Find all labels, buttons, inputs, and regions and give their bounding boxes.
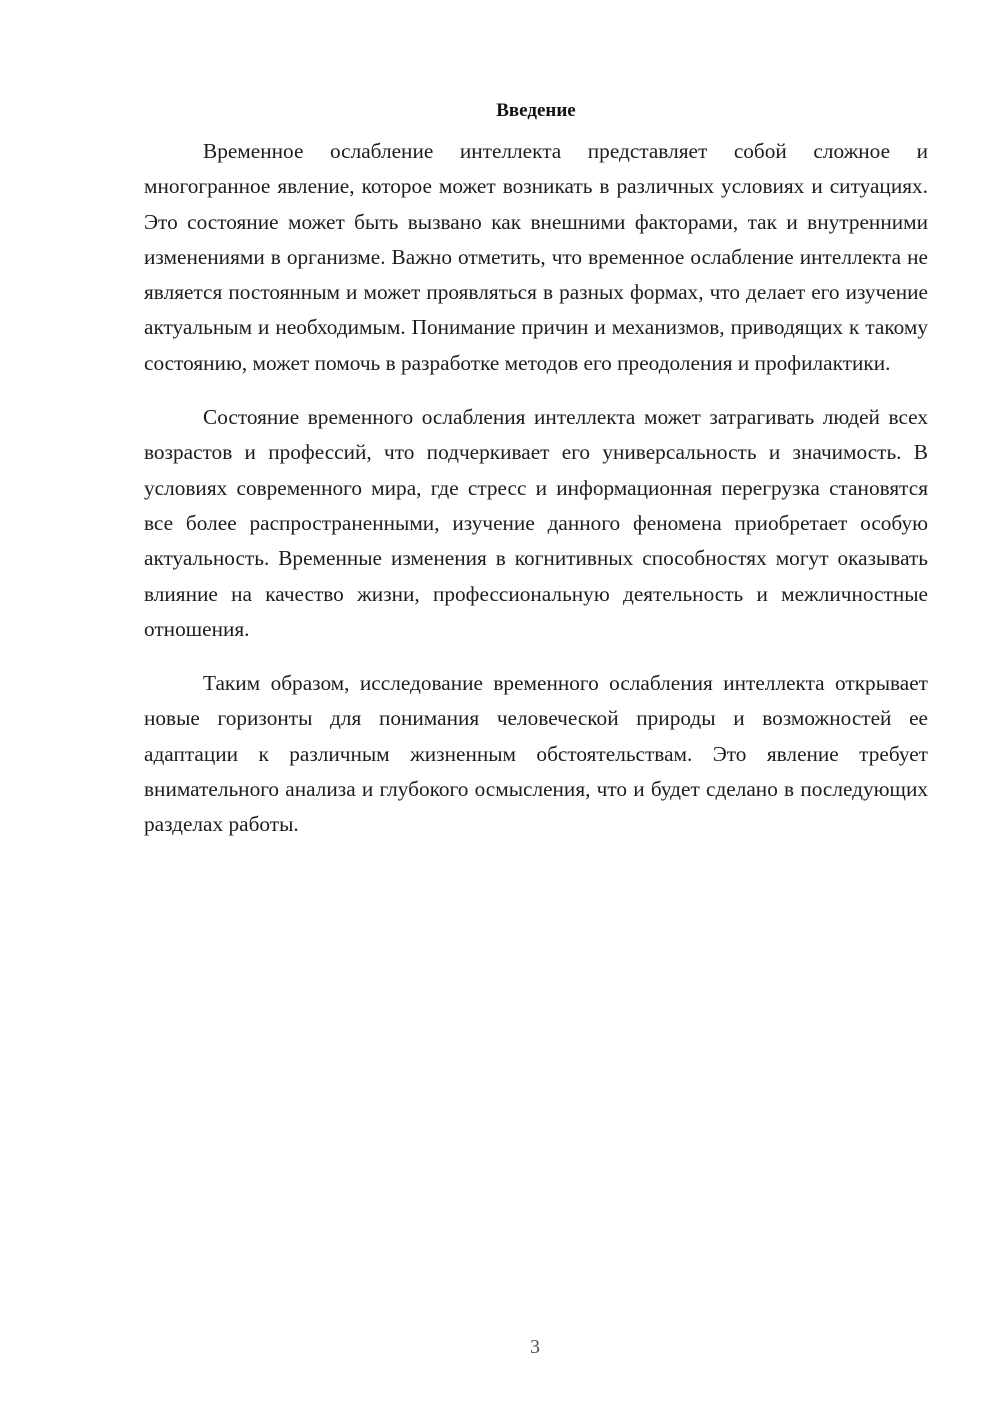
paragraph-2: Состояние временного ослабления интеллекта может затрагивать людей всех возрастов и профессий, что подчеркивает его универсальность и значимость. В условиях современного мира, где стресс и информационная перегрузка становятся все более распространенными, изучение данного феномена приобретает особую актуальность. Временные изменения в когнитивных способностях могут оказывать влияние на качество жизни, профессиональную деятельность и межличностные отношения. [144,405,928,641]
page-content [144,98,928,862]
page-number: 3 [530,1336,540,1358]
paragraph-1: Временное ослабление интеллекта представляет собой сложное и многогранное явление, которое может возникать в различных условиях и ситуациях. Это состояние может быть вызвано как внешними факторами, так и внутренними изменениями в организме. Важно отметить, что временное ослабление интеллекта не является постоянным и может проявляться в разных формах, что делает его изучение актуальным и необходимым. Понимание причин и механизмов, приводящих к такому состоянию, может помочь в разработке методов его преодоления и профилактики. [144,139,928,375]
section-heading: Введение [496,100,576,121]
paragraph-3: Таким образом, исследование временного ослабления интеллекта открывает новые горизонты для понимания человеческой природы и возможностей ее адаптации к различным жизненным обстоятельствам. Это явление требует внимательного анализа и глубокого осмысления, что и будет сделано в последующих разделах работы. [144,671,928,837]
